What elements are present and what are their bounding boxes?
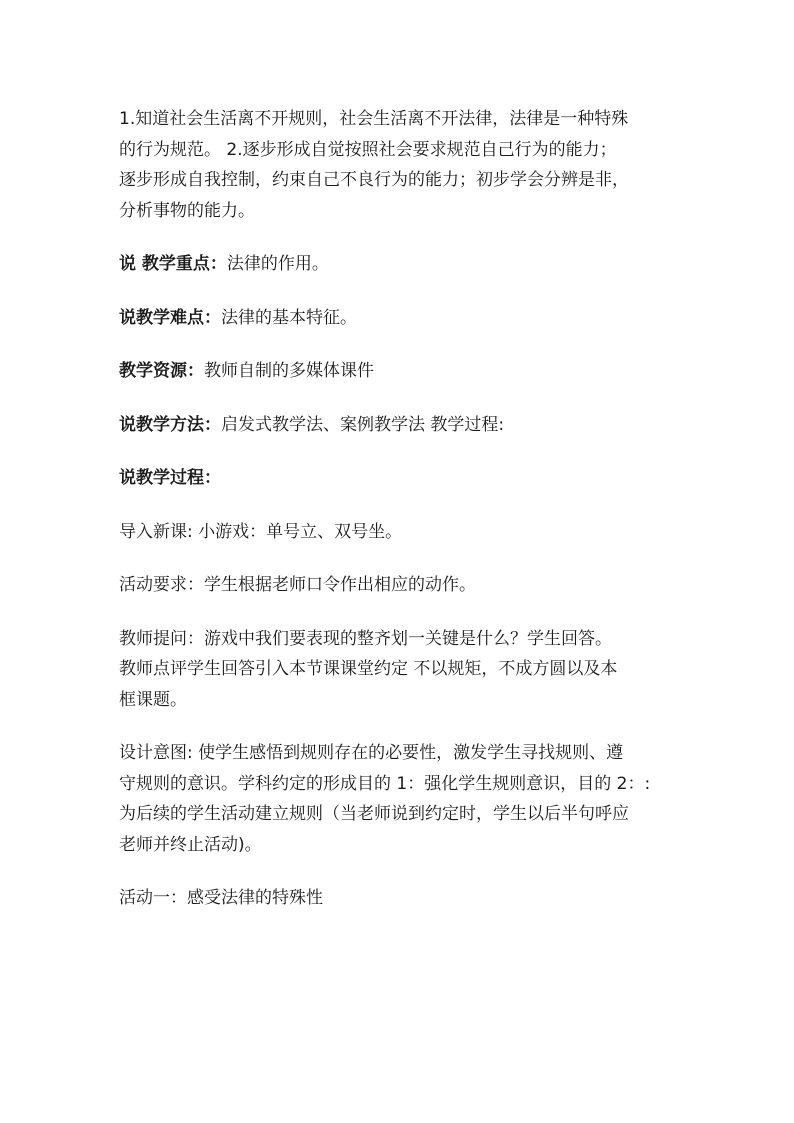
intro-paragraph: 导入新课: 小游戏：单号立、双号坐。 [119, 521, 403, 542]
key-point-label: 说 教学重点： [119, 254, 227, 274]
teaching-objectives-paragraph [119, 104, 679, 226]
design-intent-line-3: 为后续的学生活动建立规则（当老师说到约定时，学生以后半句呼应 [119, 804, 629, 824]
key-point-text: 法律的作用。 [226, 254, 329, 274]
document-body [119, 104, 679, 937]
design-intent-line-1: 设计意图: 使学生感悟到规则存在的必要性，激发学生寻找规则、遵 [119, 743, 624, 763]
objectives-line-2: 的行为规范。 2.逐步形成自觉按照社会要求规范自己行为的能力； [119, 139, 617, 160]
process-heading: 说教学过程： [119, 468, 221, 488]
difficulty-text: 法律的基本特征。 [221, 307, 357, 328]
design-intent-line-4: 老师并终止活动)。 [119, 834, 262, 855]
teacher-question-line-1: 教师提问：游戏中我们要表现的整齐划一关键是什么？学生回答。 [119, 628, 612, 649]
methods-label: 说教学方法： [119, 414, 221, 435]
activity-requirement-paragraph: 活动要求：学生根据老师口令作出相应的动作。 [119, 575, 476, 595]
key-point-paragraph [119, 249, 679, 280]
design-intent-paragraph [119, 738, 679, 860]
teacher-question-line-3: 框课题。 [119, 689, 187, 710]
activity-one-paragraph: 活动一：感受法律的特殊性 [119, 888, 323, 908]
methods-text: 启发式教学法、案例教学法 教学过程: [221, 414, 505, 435]
objectives-line-4: 分析事物的能力。 [119, 200, 255, 221]
teacher-question-line-2: 教师点评学生回答引入本节课课堂约定 不以规矩，不成方圆以及本 [119, 659, 618, 679]
resources-text: 教师自制的多媒体课件 [204, 361, 374, 381]
difficulty-paragraph [119, 303, 679, 334]
difficulty-label: 说教学难点： [119, 307, 221, 328]
methods-paragraph [119, 410, 679, 441]
resources-label: 教学资源： [119, 361, 204, 381]
resources-paragraph [119, 356, 679, 387]
teacher-question-paragraph [119, 624, 679, 716]
objectives-line-1: 1.知道社会生活离不开规则，社会生活离不开法律，法律是一种特殊 [119, 109, 629, 129]
objectives-line-3: 逐步形成自我控制，约束自己不良行为的能力；初步学会分辨是非， [119, 170, 629, 190]
design-intent-line-2: 守规则的意识。学科约定的形成目的 1：强化学生规则意识，目的 2：: [119, 773, 651, 794]
